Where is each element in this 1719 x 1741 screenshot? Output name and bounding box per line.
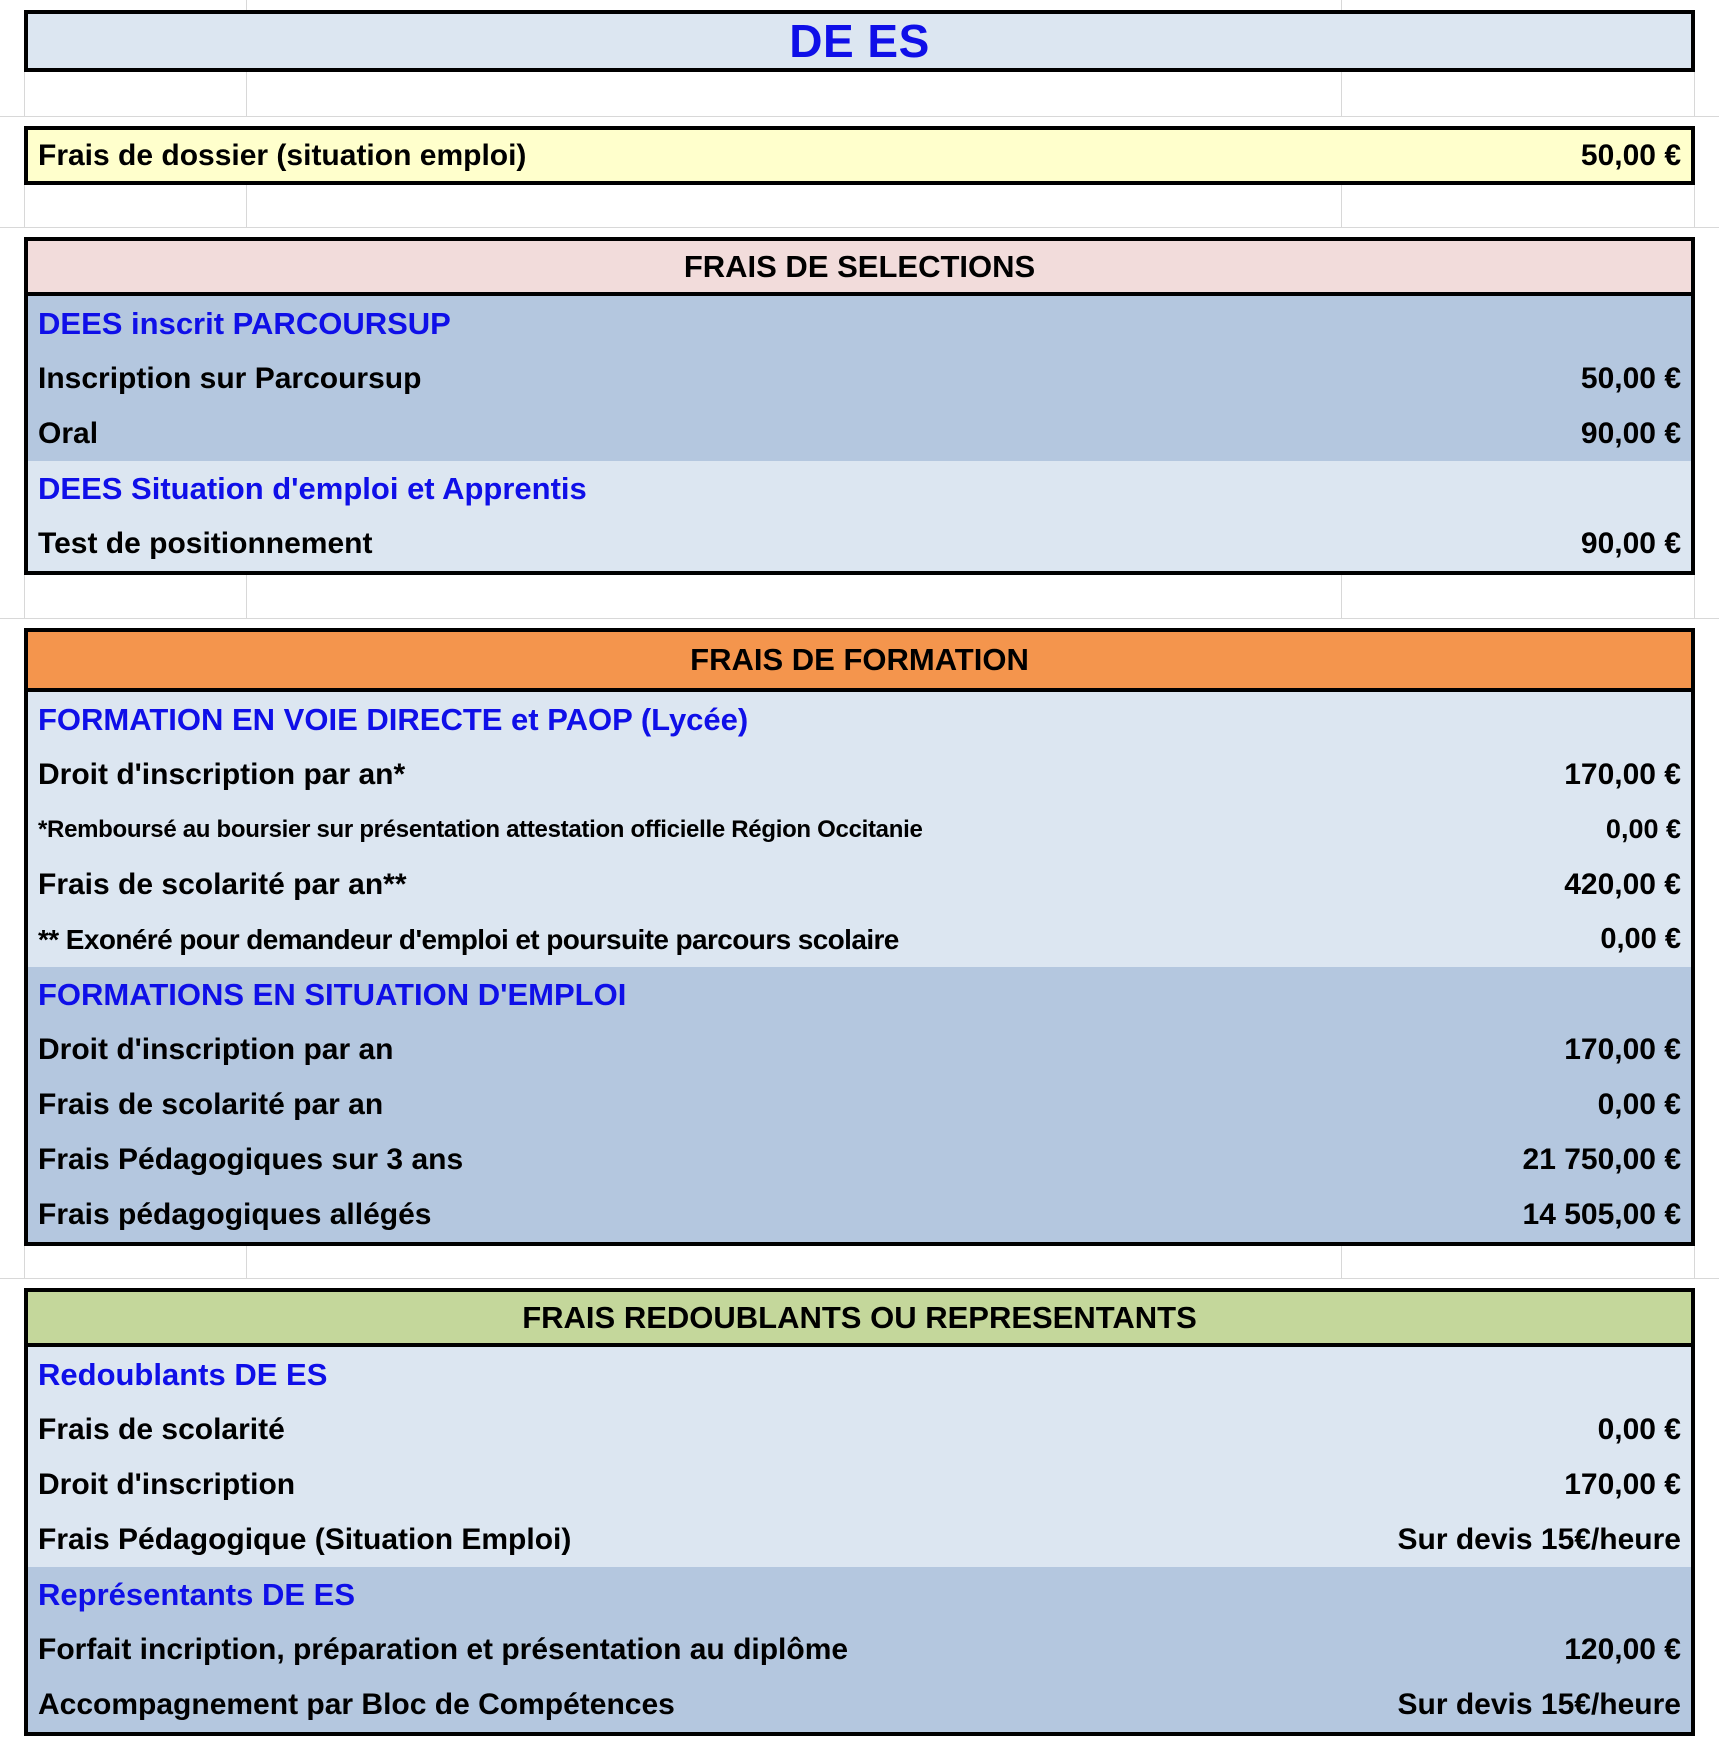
fee-note-row [28,912,1691,967]
fee-row [28,857,1691,912]
spacer [0,72,1719,126]
fee-row [28,351,1691,406]
fee-label: Droit d'inscription par an [38,1032,394,1066]
fee-value: 14 505,00 € [1522,1197,1681,1231]
gridline [24,185,25,228]
top-margin [0,0,1719,10]
fee-value: 90,00 € [1580,526,1681,560]
gridline [1341,185,1342,228]
fee-label: ** Exonéré pour demandeur d'emploi et poursuite parcours scolaire [38,923,899,955]
group-title-row [28,1347,1691,1402]
section-frais-de-selections [24,237,1695,575]
fee-label: Oral [38,416,99,450]
page-title-block [24,10,1695,72]
group-title: DEES Situation d'emploi et Apprentis [38,470,587,506]
fee-value: Sur devis 15€/heure [1397,1687,1681,1721]
spacer [0,575,1719,628]
fee-value: 170,00 € [1564,1032,1681,1066]
gridline [0,116,1719,117]
fee-value: 120,00 € [1564,1632,1681,1666]
gridline [24,575,25,619]
spacer [0,1246,1719,1288]
fee-label: Frais Pédagogiques sur 3 ans [38,1142,464,1176]
fee-label: Frais de scolarité par an** [38,867,407,901]
fee-value: 90,00 € [1580,416,1681,450]
gridline [1341,1246,1342,1279]
fee-row [28,516,1691,571]
gridline [246,1246,247,1279]
fee-row [28,1402,1691,1457]
fee-value: 170,00 € [1564,757,1681,791]
fee-label: Frais pédagogiques allégés [38,1197,432,1231]
fee-value: 50,00 € [1580,138,1681,172]
fee-row [28,1077,1691,1132]
fee-row [28,406,1691,461]
group-title-row [28,967,1691,1022]
dossier-fee-row [24,126,1695,185]
group-title: FORMATIONS EN SITUATION D'EMPLOI [38,976,627,1012]
fee-value: 0,00 € [1597,1412,1681,1446]
fee-label: Inscription sur Parcoursup [38,361,422,395]
gridline [1694,575,1695,619]
fee-row [28,1132,1691,1187]
gridline [1694,72,1695,117]
fee-row [28,747,1691,802]
gridline [0,1278,1719,1279]
gridline [1341,72,1342,117]
fee-label: Frais de dossier (situation emploi) [38,138,527,172]
fee-label: *Remboursé au boursier sur présentation attestation officielle Région Occitanie [38,815,923,843]
fee-label: Frais de scolarité [38,1412,285,1446]
gridline [24,72,25,117]
fee-value: 0,00 € [1605,814,1681,844]
fee-label: Frais de scolarité par an [38,1087,384,1121]
gridline [24,1246,25,1279]
gridline [1341,0,1342,10]
fee-label: Accompagnement par Bloc de Compétences [38,1687,675,1721]
fee-row [28,1457,1691,1512]
fee-label: Droit d'inscription [38,1467,296,1501]
fee-value: 0,00 € [1597,1087,1681,1121]
group-title: DEES inscrit PARCOURSUP [38,305,451,341]
section-header: FRAIS REDOUBLANTS OU REPRESENTANTS [28,1292,1691,1347]
gridline [1341,575,1342,619]
group-title: Représentants DE ES [38,1576,355,1612]
gridline [0,227,1719,228]
group-title: Redoublants DE ES [38,1356,328,1392]
fee-value: 170,00 € [1564,1467,1681,1501]
fee-value: 0,00 € [1600,923,1681,955]
gridline [1694,1246,1695,1279]
spacer [0,185,1719,237]
fee-value: 50,00 € [1580,361,1681,395]
fee-label: Forfait incription, préparation et présentation au diplôme [38,1632,849,1666]
fee-row [28,1677,1691,1732]
fee-value: 21 750,00 € [1522,1142,1681,1176]
fee-value: Sur devis 15€/heure [1397,1522,1681,1556]
fee-label: Droit d'inscription par an* [38,757,406,791]
fee-row [28,1622,1691,1677]
fee-row [28,1022,1691,1077]
group-title-row [28,1567,1691,1622]
group-title-row [28,296,1691,351]
gridline [0,618,1719,619]
gridline [246,72,247,117]
bottom-margin [0,1736,1719,1741]
group-title-row [28,692,1691,747]
section-header: FRAIS DE FORMATION [28,632,1691,692]
section-frais-de-formation [24,628,1695,1246]
group-title-row [28,461,1691,516]
fee-label: Frais Pédagogique (Situation Emploi) [38,1522,572,1556]
fee-value: 420,00 € [1564,867,1681,901]
fee-note-row [28,802,1691,857]
section-frais-redoublants [24,1288,1695,1736]
fee-label: Test de positionnement [38,526,373,560]
group-title: FORMATION EN VOIE DIRECTE et PAOP (Lycée) [38,701,749,737]
page-title: DE ES [789,15,930,67]
section-header: FRAIS DE SELECTIONS [28,241,1691,296]
fee-row [28,1187,1691,1242]
gridline [246,185,247,228]
gridline [1694,185,1695,228]
gridline [246,0,247,10]
gridline [246,575,247,619]
fee-row [28,1512,1691,1567]
